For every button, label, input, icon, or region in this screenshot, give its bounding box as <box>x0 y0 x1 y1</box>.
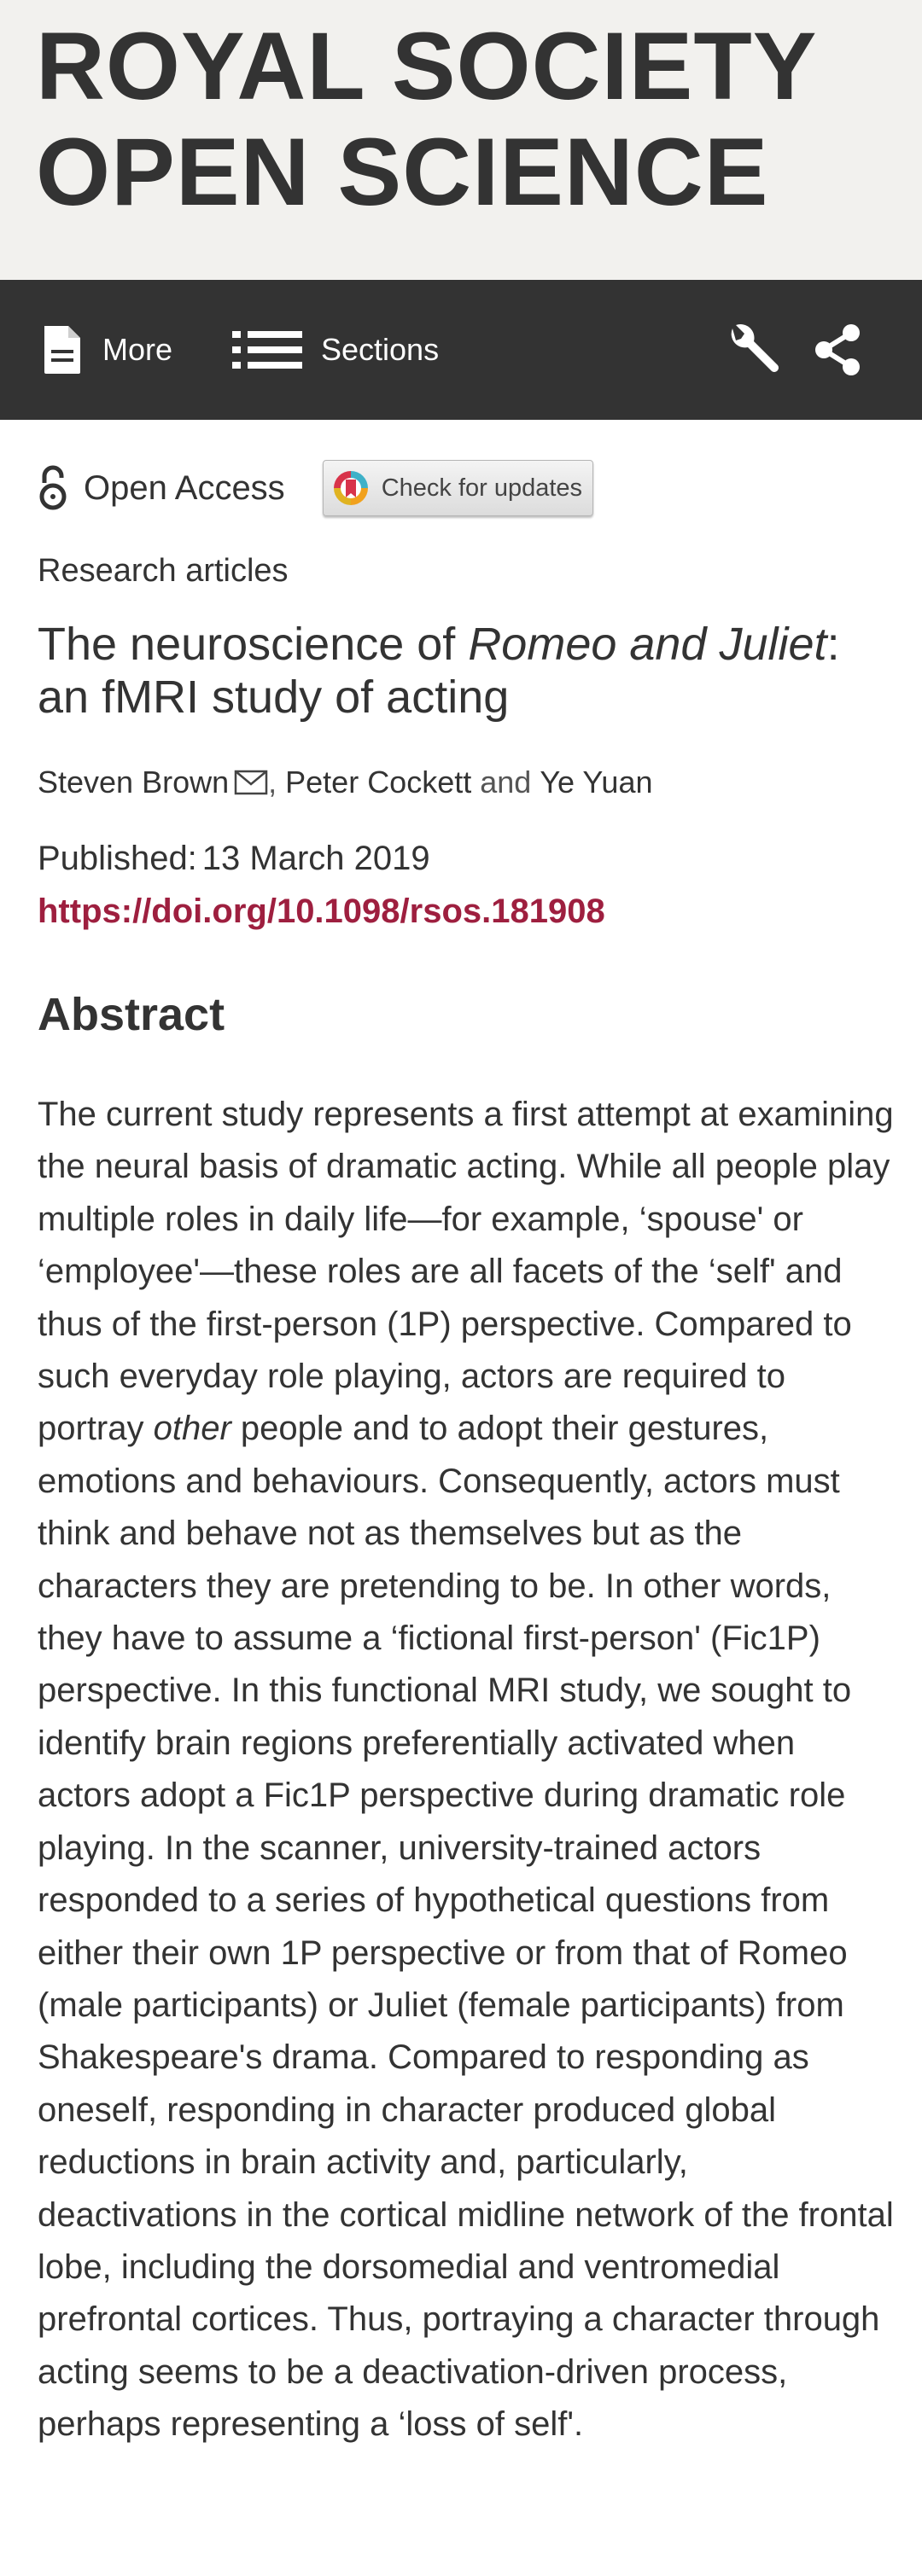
abstract-text-part2: people and to adopt their gestures, emotions and behaviours. Consequently, actors must think and behave not as themselves but as the characters they are pretending to be. In other words, they have to assume a ‘fictional first-person' (Fic1P) perspective. In this functional MRI study, we sought to identify brain regions preferentially activated when actors adopt a Fic1P perspective during dramatic role playing. In the scanner, university-trained actors responded to a series of hypothetical questions from either their own 1P perspective or from that of Romeo (male participants) or Juliet (female participants) from Shakespeare's drama. Compared to responding as oneself, responding in character produced global reductions in brain activity and, particularly, deactivations in the cortical midline network of the frontal lobe, including the dorsomedial and ventromedial prefrontal cortices. Thus, portraying a character through acting seems to be a deactivation-driven process, perhaps representing a ‘loss of self'. <box>38 1410 894 2444</box>
author-link[interactable]: Peter Cockett <box>285 765 472 800</box>
article-title-part1: The neuroscience of <box>38 619 469 670</box>
journal-title[interactable] <box>36 14 817 225</box>
abstract-text-italic: other <box>153 1410 231 1448</box>
article-title <box>38 618 883 724</box>
doi-link[interactable]: https://doi.org/10.1098/rsos.181908 <box>38 893 605 930</box>
document-icon <box>41 324 84 375</box>
share-button[interactable] <box>808 280 867 420</box>
abstract-heading: Abstract <box>38 989 225 1040</box>
article-title-part2: : an fMRI study of acting <box>38 619 840 723</box>
open-access-icon <box>38 464 68 512</box>
article-category: Research articles <box>38 553 289 589</box>
wrench-icon <box>724 322 780 378</box>
journal-title-line1[interactable]: ROYAL SOCIETY <box>36 13 818 119</box>
author-list <box>38 765 652 800</box>
access-row <box>38 457 593 519</box>
author-link[interactable]: Ye Yuan <box>540 765 653 800</box>
sections-label: Sections <box>321 332 440 367</box>
journal-title-line2[interactable]: OPEN SCIENCE <box>36 119 769 225</box>
share-icon <box>812 323 863 377</box>
sections-button[interactable] <box>232 280 439 420</box>
author-conjunction: and <box>471 765 540 800</box>
published-line <box>38 840 430 878</box>
published-date: 13 March 2019 <box>201 840 430 877</box>
abstract-text <box>38 1089 896 2451</box>
check-for-updates-button[interactable] <box>323 460 593 516</box>
more-button[interactable] <box>41 280 172 420</box>
crossmark-icon <box>332 469 370 507</box>
published-label: Published: <box>38 840 197 877</box>
author-separator: , <box>268 765 286 800</box>
email-icon[interactable] <box>234 770 268 795</box>
open-access-label: Open Access <box>84 468 285 507</box>
article-toolbar <box>0 280 922 420</box>
abstract-text-part1: The current study represents a first attempt at examining the neural basis of dramatic acting. While all people play multiple roles in daily life—for example, ‘spouse' or ‘employee'—these roles are all facets of the ‘self' and thus of the first-person (1P) perspective. Compared to such everyday role playing, actors are required to portray <box>38 1096 894 1448</box>
list-icon <box>232 329 302 370</box>
check-for-updates-label: Check for updates <box>381 474 583 502</box>
author-link[interactable]: Steven Brown <box>38 765 230 800</box>
article-title-italic: Romeo and Juliet <box>468 619 827 670</box>
more-label: More <box>102 332 173 367</box>
tools-button[interactable] <box>722 280 782 420</box>
masthead <box>0 0 922 280</box>
